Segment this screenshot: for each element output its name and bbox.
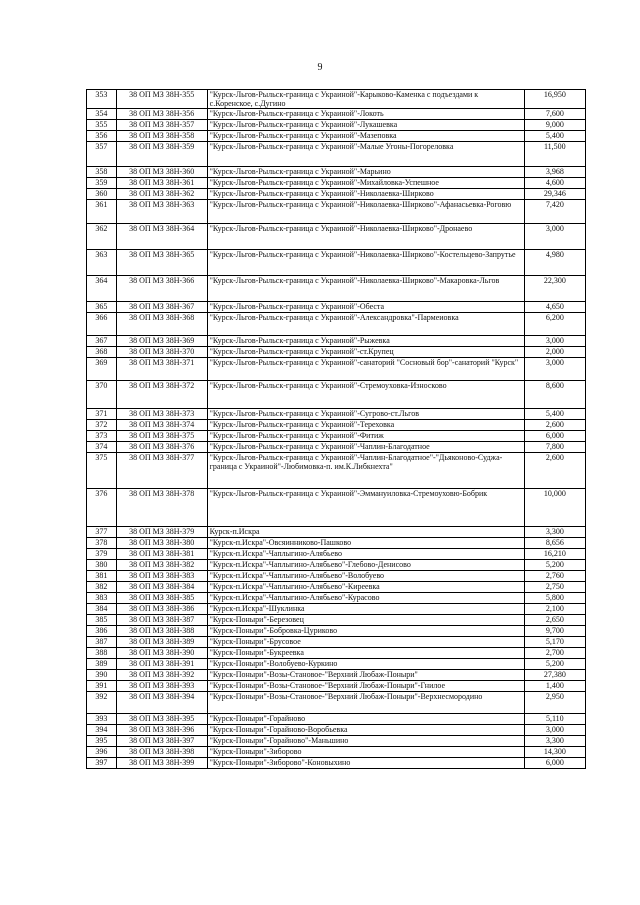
road-length: 3,968 bbox=[524, 167, 585, 178]
road-name: "Курск-Льгов-Рыльск-граница с Украиной"-Николаевка-Ширково"-Дронаево bbox=[207, 224, 524, 250]
row-number: 379 bbox=[87, 549, 117, 560]
table-row bbox=[87, 593, 586, 604]
road-length: 29,346 bbox=[524, 189, 585, 200]
row-number: 383 bbox=[87, 593, 117, 604]
row-number: 373 bbox=[87, 431, 117, 442]
road-name: "Курск-Льгов-Рыльск-граница с Украиной"-Николаевка-Ширково"-Макаровка-Льгов bbox=[207, 276, 524, 302]
road-name: "Курск-Льгов-Рыльск-граница с Украиной"-Рыжевка bbox=[207, 336, 524, 347]
road-name: "Курск-Льгов-Рыльск-граница с Украиной"-Чаплин-Благодатное"-"Дьяконово-Суджа-граница с Украиной"-Любимовка-п. им.К.Либкнехта" bbox=[207, 453, 524, 489]
table-row bbox=[87, 659, 586, 670]
table-row bbox=[87, 725, 586, 736]
road-code: 38 ОП МЗ 38Н-397 bbox=[116, 736, 207, 747]
road-name: "Курск-п.Искра"-Чаплыгино-Алябьево"-Волобуево bbox=[207, 571, 524, 582]
road-name: "Курск-п.Искра"-Чаплыгино-Алябьево"-Киреевка bbox=[207, 582, 524, 593]
row-number: 377 bbox=[87, 527, 117, 538]
road-name: "Курск-Поныри"-Горайново"-Маньшино bbox=[207, 736, 524, 747]
road-length: 5,170 bbox=[524, 637, 585, 648]
road-length: 3,000 bbox=[524, 358, 585, 381]
road-name: "Курск-Поныри"-Березовец bbox=[207, 615, 524, 626]
road-name: "Курск-Льгов-Рыльск-граница с Украиной"-Тереховка bbox=[207, 420, 524, 431]
road-code: 38 ОП МЗ 38Н-396 bbox=[116, 725, 207, 736]
table-row bbox=[87, 637, 586, 648]
table-row bbox=[87, 582, 586, 593]
road-length: 4,650 bbox=[524, 302, 585, 313]
road-code: 38 ОП МЗ 38Н-378 bbox=[116, 489, 207, 527]
road-code: 38 ОП МЗ 38Н-375 bbox=[116, 431, 207, 442]
road-code: 38 ОП МЗ 38Н-369 bbox=[116, 336, 207, 347]
road-code: 38 ОП МЗ 38Н-385 bbox=[116, 593, 207, 604]
road-code: 38 ОП МЗ 38Н-392 bbox=[116, 670, 207, 681]
row-number: 382 bbox=[87, 582, 117, 593]
road-name: "Курск-Льгов-Рыльск-граница с Украиной"-Александровка"-Пармеиовка bbox=[207, 313, 524, 336]
table-row bbox=[87, 626, 586, 637]
table-row bbox=[87, 736, 586, 747]
road-name: "Курск-Льгов-Рыльск-граница с Украиной"-Стремоуховка-Износково bbox=[207, 381, 524, 409]
road-code: 38 ОП МЗ 38Н-383 bbox=[116, 571, 207, 582]
road-length: 2,600 bbox=[524, 420, 585, 431]
table-row bbox=[87, 489, 586, 527]
road-code: 38 ОП МЗ 38Н-357 bbox=[116, 120, 207, 131]
row-number: 360 bbox=[87, 189, 117, 200]
road-length: 27,380 bbox=[524, 670, 585, 681]
road-code: 38 ОП МЗ 38Н-381 bbox=[116, 549, 207, 560]
table-row bbox=[87, 250, 586, 276]
road-code: 38 ОП МЗ 38Н-393 bbox=[116, 681, 207, 692]
road-length: 3,300 bbox=[524, 527, 585, 538]
road-name: "Курск-Льгов-Рыльск-граница с Украиной"-Эммануиловка-Стремоуховю-Бобрик bbox=[207, 489, 524, 527]
road-code: 38 ОП МЗ 38Н-377 bbox=[116, 453, 207, 489]
road-code: 38 ОП МЗ 38Н-387 bbox=[116, 615, 207, 626]
road-length: 5,800 bbox=[524, 593, 585, 604]
road-length: 2,760 bbox=[524, 571, 585, 582]
table-row bbox=[87, 109, 586, 120]
row-number: 354 bbox=[87, 109, 117, 120]
road-code: 38 ОП МЗ 38Н-390 bbox=[116, 648, 207, 659]
road-code: 38 ОП МЗ 38Н-382 bbox=[116, 560, 207, 571]
row-number: 388 bbox=[87, 648, 117, 659]
table-row bbox=[87, 747, 586, 758]
row-number: 359 bbox=[87, 178, 117, 189]
road-code: 38 ОП МЗ 38Н-359 bbox=[116, 142, 207, 167]
road-name: "Курск-Льгов-Рыльск-граница с Украиной"-Карыково-Каменка с подъездами к с.Коренское, с.Дугино bbox=[207, 90, 524, 109]
road-length: 1,400 bbox=[524, 681, 585, 692]
road-length: 3,000 bbox=[524, 336, 585, 347]
roads-table-body bbox=[87, 90, 586, 769]
road-code: 38 ОП МЗ 38Н-366 bbox=[116, 276, 207, 302]
road-length: 2,650 bbox=[524, 615, 585, 626]
road-code: 38 ОП МЗ 38Н-386 bbox=[116, 604, 207, 615]
table-row bbox=[87, 571, 586, 582]
road-name: "Курск-Льгов-Рыльск-граница с Украиной"-Сугрово-ст.Льгов bbox=[207, 409, 524, 420]
row-number: 387 bbox=[87, 637, 117, 648]
road-length: 22,300 bbox=[524, 276, 585, 302]
road-code: 38 ОП МЗ 38Н-363 bbox=[116, 200, 207, 224]
table-row bbox=[87, 604, 586, 615]
road-code: 38 ОП МЗ 38Н-374 bbox=[116, 420, 207, 431]
row-number: 394 bbox=[87, 725, 117, 736]
table-row bbox=[87, 200, 586, 224]
table-row bbox=[87, 615, 586, 626]
table-row bbox=[87, 347, 586, 358]
road-length: 5,200 bbox=[524, 659, 585, 670]
road-length: 3,300 bbox=[524, 736, 585, 747]
road-length: 3,000 bbox=[524, 725, 585, 736]
road-code: 38 ОП МЗ 38Н-367 bbox=[116, 302, 207, 313]
road-code: 38 ОП МЗ 38Н-389 bbox=[116, 637, 207, 648]
road-length: 2,750 bbox=[524, 582, 585, 593]
row-number: 366 bbox=[87, 313, 117, 336]
table-row bbox=[87, 276, 586, 302]
road-name: "Курск-Льгов-Рыльск-граница с Украиной"-Николаевка-Ширково bbox=[207, 189, 524, 200]
road-name: "Курск-п.Искра"-Чаплыгино-Алябьево bbox=[207, 549, 524, 560]
row-number: 365 bbox=[87, 302, 117, 313]
road-name: "Курск-Поныри"-Возы-Становое-"Верхний Любаж-Поныри"-Верхнесмородино bbox=[207, 692, 524, 714]
row-number: 364 bbox=[87, 276, 117, 302]
road-length: 8,600 bbox=[524, 381, 585, 409]
road-name: "Курск-Льгов-Рыльск-граница с Украиной"-Малые Угоны-Погореловка bbox=[207, 142, 524, 167]
row-number: 353 bbox=[87, 90, 117, 109]
table-row bbox=[87, 189, 586, 200]
road-length: 3,000 bbox=[524, 224, 585, 250]
page-number: 9 bbox=[317, 62, 323, 73]
table-row bbox=[87, 178, 586, 189]
road-name: "Курск-Поныри"-Волобуево-Куркино bbox=[207, 659, 524, 670]
road-name: "Курск-Льгов-Рыльск-граница с Украиной"-Локоть bbox=[207, 109, 524, 120]
road-length: 7,800 bbox=[524, 442, 585, 453]
road-name: "Курск-Поныри"-Зиборово bbox=[207, 747, 524, 758]
row-number: 389 bbox=[87, 659, 117, 670]
road-code: 38 ОП МЗ 38Н-356 bbox=[116, 109, 207, 120]
road-length: 5,400 bbox=[524, 131, 585, 142]
row-number: 371 bbox=[87, 409, 117, 420]
road-length: 4,980 bbox=[524, 250, 585, 276]
road-name: "Курск-Поныри"-Букреевка bbox=[207, 648, 524, 659]
road-name: "Курск-Поныри"-Горайново-Воробьевка bbox=[207, 725, 524, 736]
table-row bbox=[87, 538, 586, 549]
road-name: "Курск-п.Искра"-Чаплыгино-Алябьево"-Глебово-Денисово bbox=[207, 560, 524, 571]
table-row bbox=[87, 453, 586, 489]
road-name: "Курск-Льгов-Рыльск-граница с Украиной"-ст.Крупец bbox=[207, 347, 524, 358]
table-row bbox=[87, 90, 586, 109]
road-code: 38 ОП МЗ 38Н-376 bbox=[116, 442, 207, 453]
road-length: 2,100 bbox=[524, 604, 585, 615]
road-length: 11,500 bbox=[524, 142, 585, 167]
road-length: 6,000 bbox=[524, 431, 585, 442]
table-row bbox=[87, 381, 586, 409]
road-length: 2,000 bbox=[524, 347, 585, 358]
road-name: "Курск-Льгов-Рыльск-граница с Украиной"-Николаевка-Ширково"-Афанасьевка-Роговю bbox=[207, 200, 524, 224]
row-number: 384 bbox=[87, 604, 117, 615]
road-code: 38 ОП МЗ 38Н-360 bbox=[116, 167, 207, 178]
table-row bbox=[87, 431, 586, 442]
table-row bbox=[87, 527, 586, 538]
row-number: 370 bbox=[87, 381, 117, 409]
table-row bbox=[87, 131, 586, 142]
row-number: 368 bbox=[87, 347, 117, 358]
road-code: 38 ОП МЗ 38Н-380 bbox=[116, 538, 207, 549]
road-name: "Курск-Поныри"-Зиборово"-Коновыхино bbox=[207, 758, 524, 769]
road-code: 38 ОП МЗ 38Н-358 bbox=[116, 131, 207, 142]
road-name: "Курск-Льгов-Рыльск-граница с Украиной"-Лукашевка bbox=[207, 120, 524, 131]
road-code: 38 ОП МЗ 38Н-370 bbox=[116, 347, 207, 358]
road-length: 7,420 bbox=[524, 200, 585, 224]
row-number: 395 bbox=[87, 736, 117, 747]
road-name: "Курск-Льгов-Рыльск-граница с Украиной"-санаторий "Сосновый бор"-санаторий "Курск" bbox=[207, 358, 524, 381]
row-number: 369 bbox=[87, 358, 117, 381]
road-name: "Курск-п.Искра"-Чаплыгино-Алябьево"-Курасово bbox=[207, 593, 524, 604]
table-row bbox=[87, 313, 586, 336]
row-number: 363 bbox=[87, 250, 117, 276]
table-row bbox=[87, 670, 586, 681]
table-row bbox=[87, 560, 586, 571]
road-length: 9,000 bbox=[524, 120, 585, 131]
row-number: 386 bbox=[87, 626, 117, 637]
road-length: 4,600 bbox=[524, 178, 585, 189]
row-number: 376 bbox=[87, 489, 117, 527]
road-length: 14,300 bbox=[524, 747, 585, 758]
road-code: 38 ОП МЗ 38Н-372 bbox=[116, 381, 207, 409]
row-number: 380 bbox=[87, 560, 117, 571]
road-length: 7,600 bbox=[524, 109, 585, 120]
road-name: "Курск-Льгов-Рыльск-граница с Украиной"-Михайловка-Успешное bbox=[207, 178, 524, 189]
table-row bbox=[87, 648, 586, 659]
row-number: 361 bbox=[87, 200, 117, 224]
row-number: 385 bbox=[87, 615, 117, 626]
road-name: "Курск-п.Искра"-Шуклинка bbox=[207, 604, 524, 615]
road-length: 10,000 bbox=[524, 489, 585, 527]
row-number: 356 bbox=[87, 131, 117, 142]
road-name: "Курск-Поныри"-Возы-Становое-"Верхний Любаж-Поныри"-Гнилое bbox=[207, 681, 524, 692]
road-code: 38 ОП МЗ 38Н-388 bbox=[116, 626, 207, 637]
table-row bbox=[87, 714, 586, 725]
row-number: 374 bbox=[87, 442, 117, 453]
table-row bbox=[87, 442, 586, 453]
road-code: 38 ОП МЗ 38Н-379 bbox=[116, 527, 207, 538]
table-row bbox=[87, 681, 586, 692]
road-code: 38 ОП МЗ 38Н-365 bbox=[116, 250, 207, 276]
row-number: 378 bbox=[87, 538, 117, 549]
road-code: 38 ОП МЗ 38Н-368 bbox=[116, 313, 207, 336]
row-number: 396 bbox=[87, 747, 117, 758]
road-name: "Курск-Льгов-Рыльск-граница с Украиной"-Обеста bbox=[207, 302, 524, 313]
row-number: 397 bbox=[87, 758, 117, 769]
table-row bbox=[87, 142, 586, 167]
table-row bbox=[87, 224, 586, 250]
road-length: 16,950 bbox=[524, 90, 585, 109]
road-code: 38 ОП МЗ 38Н-395 bbox=[116, 714, 207, 725]
road-name: "Курск-Льгов-Рыльск-граница с Украиной"-Фитиж bbox=[207, 431, 524, 442]
road-name: "Курск-Льгов-Рыльск-граница с Украиной"-Чаплин-Благодатное bbox=[207, 442, 524, 453]
table-row bbox=[87, 420, 586, 431]
table-row bbox=[87, 358, 586, 381]
table-row bbox=[87, 336, 586, 347]
row-number: 381 bbox=[87, 571, 117, 582]
road-name: "Курск-Поныри"-Горайново bbox=[207, 714, 524, 725]
table-row bbox=[87, 302, 586, 313]
table-row bbox=[87, 409, 586, 420]
road-name: "Курск-Поныри"-Бобровка-Цуриково bbox=[207, 626, 524, 637]
road-name: "Курск-п.Искра"-Овсяинниково-Пашково bbox=[207, 538, 524, 549]
road-code: 38 ОП МЗ 38Н-384 bbox=[116, 582, 207, 593]
row-number: 358 bbox=[87, 167, 117, 178]
road-code: 38 ОП МЗ 38Н-355 bbox=[116, 90, 207, 109]
road-length: 16,210 bbox=[524, 549, 585, 560]
road-length: 2,950 bbox=[524, 692, 585, 714]
road-name: Курск-п.Искра bbox=[207, 527, 524, 538]
road-length: 5,110 bbox=[524, 714, 585, 725]
road-length: 2,600 bbox=[524, 453, 585, 489]
road-code: 38 ОП МЗ 38Н-362 bbox=[116, 189, 207, 200]
row-number: 362 bbox=[87, 224, 117, 250]
row-number: 372 bbox=[87, 420, 117, 431]
road-code: 38 ОП МЗ 38Н-398 bbox=[116, 747, 207, 758]
row-number: 357 bbox=[87, 142, 117, 167]
road-length: 6,000 bbox=[524, 758, 585, 769]
road-code: 38 ОП МЗ 38Н-373 bbox=[116, 409, 207, 420]
row-number: 390 bbox=[87, 670, 117, 681]
road-code: 38 ОП МЗ 38Н-364 bbox=[116, 224, 207, 250]
table-row bbox=[87, 758, 586, 769]
row-number: 392 bbox=[87, 692, 117, 714]
table-row bbox=[87, 167, 586, 178]
road-length: 5,200 bbox=[524, 560, 585, 571]
road-length: 6,200 bbox=[524, 313, 585, 336]
road-name: "Курск-Льгов-Рыльск-граница с Украиной"-Марьино bbox=[207, 167, 524, 178]
road-name: "Курск-Льгов-Рыльск-граница с Украиной"-Николаевка-Ширково"-Костельцево-Запрутье bbox=[207, 250, 524, 276]
table-row bbox=[87, 692, 586, 714]
row-number: 375 bbox=[87, 453, 117, 489]
road-length: 8,656 bbox=[524, 538, 585, 549]
road-length: 9,700 bbox=[524, 626, 585, 637]
road-name: "Курск-Поныри"-Возы-Становое-"Верхний Любаж-Поныри" bbox=[207, 670, 524, 681]
road-code: 38 ОП МЗ 38Н-371 bbox=[116, 358, 207, 381]
row-number: 367 bbox=[87, 336, 117, 347]
table-row bbox=[87, 120, 586, 131]
row-number: 393 bbox=[87, 714, 117, 725]
roads-table bbox=[86, 89, 586, 769]
road-code: 38 ОП МЗ 38Н-399 bbox=[116, 758, 207, 769]
row-number: 355 bbox=[87, 120, 117, 131]
road-code: 38 ОП МЗ 38Н-361 bbox=[116, 178, 207, 189]
table-row bbox=[87, 549, 586, 560]
road-code: 38 ОП МЗ 38Н-391 bbox=[116, 659, 207, 670]
road-name: "Курск-Поныри"-Брусовое bbox=[207, 637, 524, 648]
road-length: 2,700 bbox=[524, 648, 585, 659]
road-name: "Курск-Льгов-Рыльск-граница с Украиной"-Мазеповка bbox=[207, 131, 524, 142]
road-code: 38 ОП МЗ 38Н-394 bbox=[116, 692, 207, 714]
road-length: 5,400 bbox=[524, 409, 585, 420]
row-number: 391 bbox=[87, 681, 117, 692]
